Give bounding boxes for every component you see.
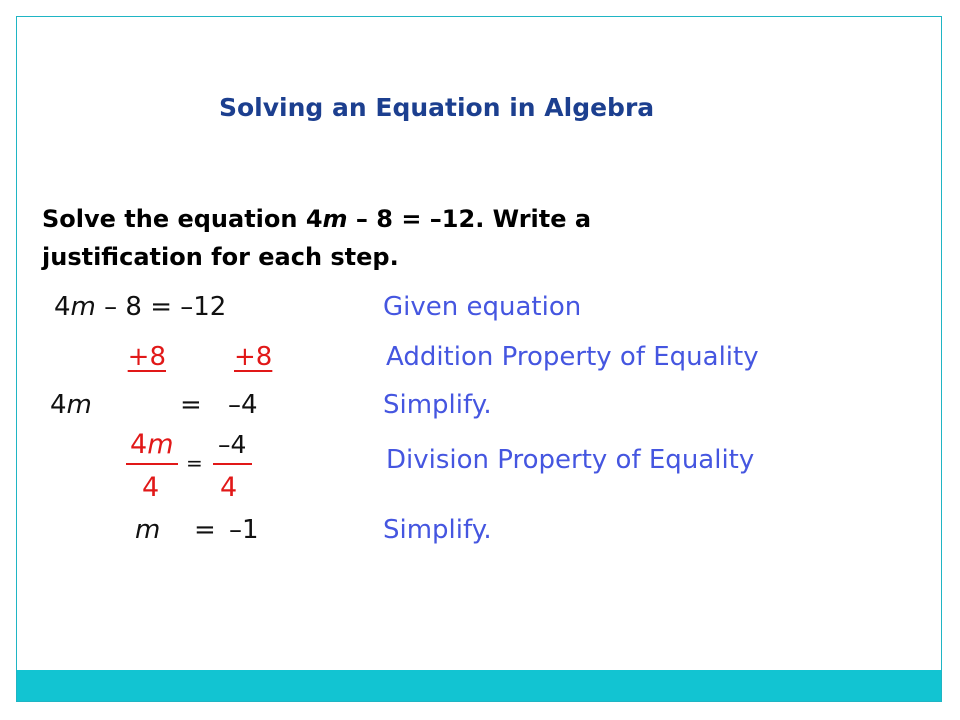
step-3-justification: Simplify.: [383, 390, 492, 420]
bottom-accent-bar: [17, 670, 941, 701]
step-2-left-addend: +8: [127, 342, 166, 372]
step-3-lhs: 4m: [50, 390, 92, 420]
fraction-right-denominator: 4: [220, 472, 238, 500]
step-5-justification: Simplify.: [383, 515, 492, 545]
fraction-left-denominator: 4: [142, 472, 160, 500]
slide-title: Solving an Equation in Algebra: [219, 93, 655, 122]
step-5-equals: =: [194, 515, 216, 545]
step-2-right-addend: +8: [234, 342, 273, 372]
step-1-justification: Given equation: [383, 292, 582, 322]
problem-prompt: [42, 200, 842, 276]
prompt-line-1: Solve the equation 4m – 8 = –12. Write a: [42, 205, 592, 233]
step-5-rhs: –1: [229, 515, 259, 545]
division-fraction-equation: [118, 422, 268, 500]
prompt-line-2: justification for each step.: [42, 243, 399, 271]
fraction-equals: =: [186, 451, 203, 475]
step-3-rhs: –4: [228, 390, 258, 420]
step-4-justification: Division Property of Equality: [386, 445, 755, 475]
fraction-left-numerator: 4m: [130, 429, 174, 460]
step-2-justification: Addition Property of Equality: [386, 342, 759, 372]
fraction-right-numerator: –4: [218, 430, 247, 459]
step-1-equation: 4m – 8 = –12: [54, 292, 227, 322]
step-3-equals: =: [180, 390, 202, 420]
step-5-lhs: m: [135, 515, 161, 545]
